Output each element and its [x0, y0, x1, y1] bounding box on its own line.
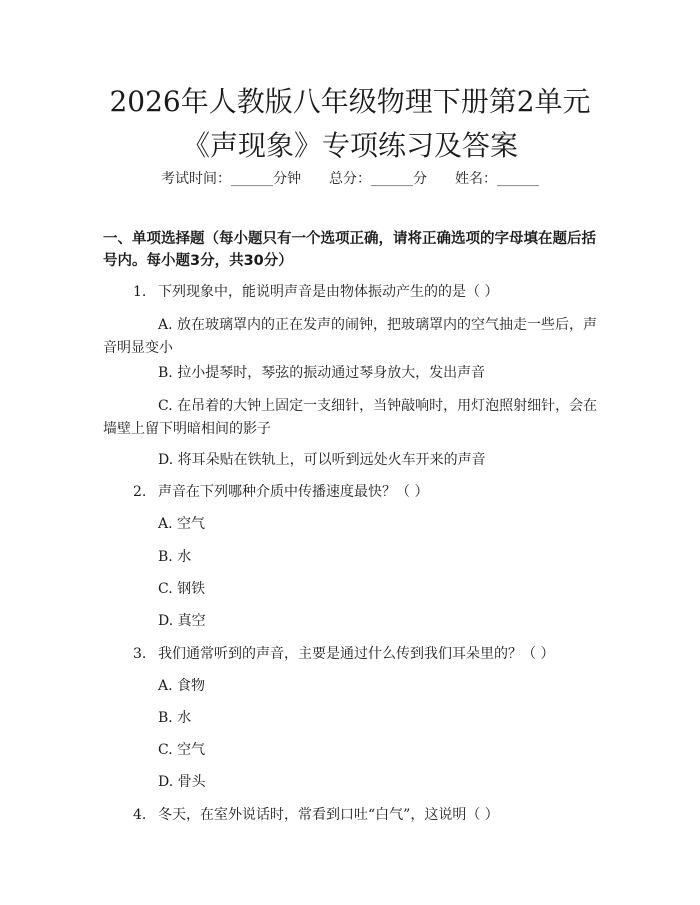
question-3-option-a: A. 食物 — [158, 678, 206, 694]
question-number: 1. — [133, 284, 147, 300]
question-2 — [133, 481, 603, 503]
question-text: 我们通常听到的声音，主要是通过什么传到我们耳朵里的？（ ） — [158, 646, 555, 662]
question-4 — [133, 804, 603, 826]
question-1-option-c: C. 在吊着的大钟上固定一支细针，当钟敲响时，用灯泡照射细针，会在墙壁上留下明暗相间的影子 — [103, 398, 598, 437]
question-1 — [133, 281, 603, 303]
question-2-option-b: B. 水 — [158, 549, 192, 565]
exam-time-field: 考试时间：______分钟 — [161, 171, 301, 187]
question-number: 3. — [133, 646, 147, 662]
page-title: 2026年人教版八年级物理下册第2单元《声现象》专项练习及答案 — [109, 85, 591, 162]
question-text: 冬天，在室外说话时，常看到口吐“白气”，这说明（ ） — [158, 807, 499, 823]
question-2-option-a: A. 空气 — [158, 516, 206, 532]
question-3-option-b: B. 水 — [158, 710, 192, 726]
question-2-option-d: D. 真空 — [158, 613, 206, 629]
question-3-option-d: D. 骨头 — [158, 774, 206, 790]
question-text: 下列现象中，能说明声音是由物体振动产生的的是（ ） — [158, 284, 499, 300]
name-field: 姓名：______ — [455, 171, 539, 187]
exam-info — [0, 168, 700, 188]
question-3 — [133, 643, 603, 665]
question-text: 声音在下列哪种介质中传播速度最快？（ ） — [158, 484, 429, 500]
question-1-option-d: D. 将耳朵贴在铁轨上，可以听到远处火车开来的声音 — [158, 452, 486, 468]
question-1-option-a: A. 放在玻璃罩内的正在发声的闹钟，把玻璃罩内的空气抽走一些后，声音明显变小 — [103, 317, 598, 356]
question-2-option-c: C. 钢铁 — [158, 581, 206, 597]
question-number: 2. — [133, 484, 147, 500]
question-number: 4. — [133, 807, 147, 823]
section-heading: 一、单项选择题（每小题只有一个选项正确，请将正确选项的字母填在题后括号内。每小题3分，共30分） — [103, 231, 596, 269]
question-1-option-b: B. 拉小提琴时，琴弦的振动通过琴身放大，发出声音 — [158, 365, 486, 381]
question-3-option-c: C. 空气 — [158, 742, 206, 758]
total-score-field: 总分：______分 — [329, 171, 427, 187]
